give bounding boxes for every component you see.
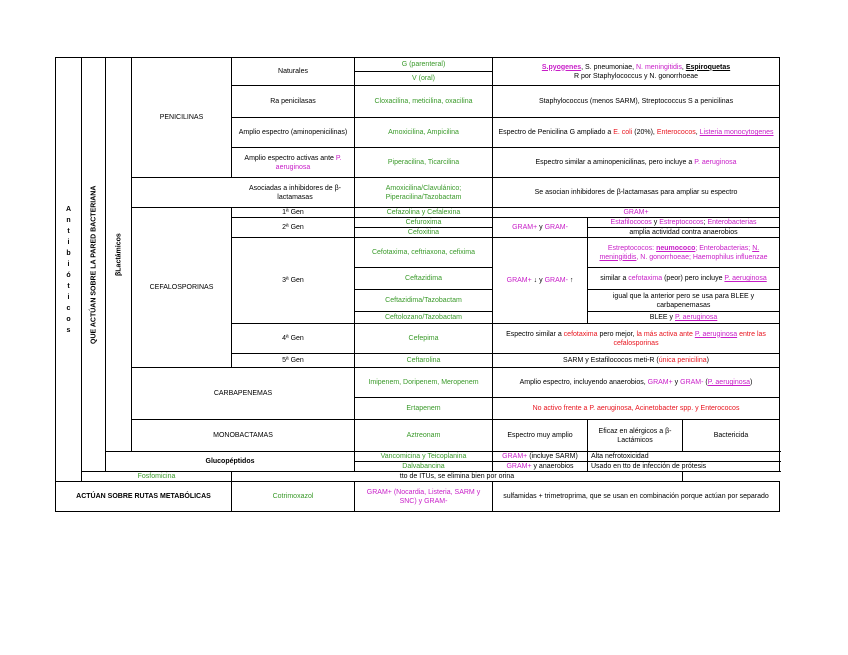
monobactamas-bactericida: Bactericida xyxy=(683,420,780,452)
amplio-label: Amplio espectro (aminopenicilinas) xyxy=(232,118,355,148)
antibioticos-vertical-label: A n t i b i ó t i c o s xyxy=(56,58,82,482)
drug-cloxacilina: Cloxacilina, meticilina, oxacilina xyxy=(355,86,493,118)
gen2-spectrum-2: amplia actividad contra anaerobios xyxy=(588,228,780,238)
gen2-label: 2ª Gen xyxy=(232,218,355,238)
pseudo-spectrum: Espectro similar a aminopenicilinas, pero incluye a P. aeruginosa xyxy=(493,148,780,178)
gen2-gram: GRAM+ y GRAM- xyxy=(493,218,588,238)
pseudo-label: Amplio espectro activas ante P. aeruginosa xyxy=(232,148,355,178)
metabolicas-note: sulfamidas + trimetroprima, que se usan en combinación porque actúan por separado xyxy=(493,482,780,512)
drug-ceftazidima-tazobactam: Ceftazidima/Tazobactam xyxy=(355,290,493,312)
metabolicas-spectrum: GRAM+ (Nocardia, Listeria, SARM y SNC) y GRAM- xyxy=(355,482,493,512)
drug-aztreonam: Aztreonam xyxy=(355,420,493,452)
asociadas-label: Asociadas a inhibidores de β-lactamasas xyxy=(132,178,355,208)
naturales-label: Naturales xyxy=(232,58,355,86)
gen3-spectrum-2: similar a cefotaxima (peor) pero incluye P. aeruginosa xyxy=(588,268,780,290)
drug-ceftarolina: Ceftarolina xyxy=(355,354,493,368)
drug-amoxicilina: Amoxicilina, Ampicilina xyxy=(355,118,493,148)
monobactamas-alergicos: Eficaz en alérgicos a β-Lactámicos xyxy=(588,420,683,452)
drug-penicilina-v: V (oral) xyxy=(355,72,493,86)
gen4-label: 4ª Gen xyxy=(232,324,355,354)
rpenicilasas-spectrum: Staphylococcus (menos SARM), Streptococcus S a penicilinas xyxy=(493,86,780,118)
glucopeptidos-spectrum-1: GRAM+ (incluye SARM) xyxy=(493,452,588,462)
carbapenemas-spectrum: Amplio espectro, incluyendo anaerobios, GRAM+ y GRAM- (P. aeruginosa) xyxy=(493,368,780,398)
gen1-spectrum: GRAM+ xyxy=(493,208,780,218)
drug-piperacilina: Piperacilina, Ticarcilina xyxy=(355,148,493,178)
gen3-spectrum-4: BLEE y P. aeruginosa xyxy=(588,312,780,324)
drug-cefotaxima: Cefotaxima, ceftriaxona, cefixima xyxy=(355,238,493,268)
gen5-spectrum: SARM y Estafilococos meti-R (única penicilina) xyxy=(493,354,780,368)
drug-cefoxitina: Cefoxitina xyxy=(355,228,493,238)
ertapenem-spectrum: No activo frente a P. aeruginosa, Acinetobacter spp. y Enterococos xyxy=(493,398,780,420)
drug-penicilina-g: G (parenteral) xyxy=(355,58,493,72)
metabolicas-label: ACTÚAN SOBRE RUTAS METABÓLICAS xyxy=(56,482,232,512)
drug-ceftolozano: Ceftolozano/Tazobactam xyxy=(355,312,493,324)
monobactamas-spectrum: Espectro muy amplio xyxy=(493,420,588,452)
drug-vancomicina: Vancomicina y Teicoplanina xyxy=(355,452,493,462)
drug-cefuroxima: Cefuroxima xyxy=(355,218,493,228)
gen5-label: 5ª Gen xyxy=(232,354,355,368)
drug-cefazolina: Cefazolina y Cefalexina xyxy=(355,208,493,218)
drug-amoxi-clav: Amoxicilina/Clavulánico; Piperacilina/Tazobactam xyxy=(355,178,493,208)
drug-ertapenem: Ertapenem xyxy=(355,398,493,420)
betalactamicos-label: βLactámicos xyxy=(106,58,132,452)
glucopeptidos-note-1: Alta nefrotoxicidad xyxy=(588,452,780,462)
drug-cefepima: Cefepima xyxy=(355,324,493,354)
glucopeptidos-label: Glucopéptidos xyxy=(106,452,355,472)
drug-dalvabancina: Dalvabancina xyxy=(355,462,493,472)
glucopeptidos-spectrum-2: GRAM+ y anaerobios xyxy=(493,462,588,472)
drug-ceftazidima: Ceftazidima xyxy=(355,268,493,290)
antibiotics-table xyxy=(55,57,780,512)
gen3-spectrum-3: igual que la anterior pero se usa para BLEE y carbapenemasas xyxy=(588,290,780,312)
amplio-spectrum: Espectro de Penicilina G ampliado a E. coli (20%), Enterococos, Listeria monocytogenes xyxy=(493,118,780,148)
carbapenemas-label: CARBAPENEMAS xyxy=(132,368,355,420)
gen3-label: 3ª Gen xyxy=(232,238,355,324)
rpenicilasas-label: Ra penicilasas xyxy=(232,86,355,118)
glucopeptidos-note-2: Usado en tto de infección de prótesis xyxy=(588,462,780,472)
asociadas-spectrum: Se asocian inhibidores de β-lactamasas para ampliar su espectro xyxy=(493,178,780,208)
gen3-gram: GRAM+ ↓ y GRAM- ↑ xyxy=(493,238,588,324)
drug-imipenem: Imipenem, Doripenem, Meropenem xyxy=(355,368,493,398)
naturales-spectrum: S.pyogenes, S. pneumoniae, N. meningitidis, Espiroquetas R por Staphylococcus y N. gonorrhoeae xyxy=(493,58,780,86)
drug-fosfomicina: Fosfomicina xyxy=(82,472,232,482)
pared-bacteriana-label: QUE ACTÚAN SOBRE LA PARED BACTERIANA xyxy=(82,58,106,472)
cefalosporinas-label: CEFALOSPORINAS xyxy=(132,208,232,368)
fosfomicina-text: tto de ITUs, se elimina bien por orina xyxy=(232,472,683,482)
gen2-spectrum-1: Estafilococos y Estreptococos; Enterobacterias xyxy=(588,218,780,228)
gen3-spectrum-1: Estreptococos: neumococo; Enterobacterias; N. meningitidis, N. gonorrhoeae; Haemophilus influenzae xyxy=(588,238,780,268)
drug-cotrimoxazol: Cotrimoxazol xyxy=(232,482,355,512)
gen1-label: 1ª Gen xyxy=(232,208,355,218)
gen4-spectrum: Espectro similar a cefotaxima pero mejor, la más activa ante P. aeruginosa entre las cefalosporinas xyxy=(493,324,780,354)
monobactamas-label: MONOBACTAMAS xyxy=(132,420,355,452)
penicilinas-label: PENICILINAS xyxy=(132,58,232,178)
